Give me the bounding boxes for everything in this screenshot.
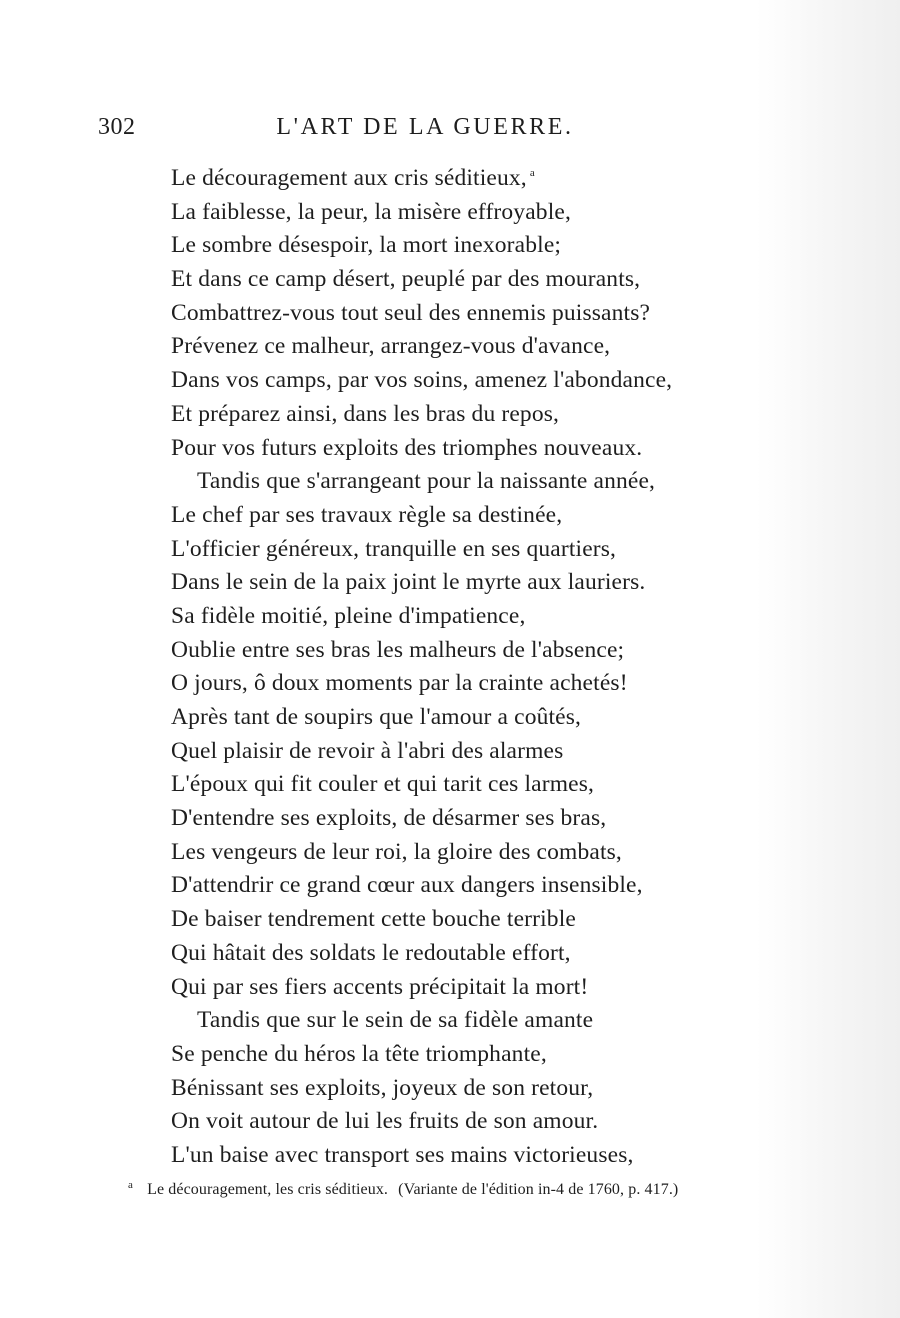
poem-line-text: Sa fidèle moitié, pleine d'impatience,: [171, 602, 526, 629]
poem-line: [171, 836, 811, 870]
poem-line: [171, 566, 811, 600]
poem-line: [171, 600, 811, 634]
poem-line: [171, 432, 811, 466]
poem-line: [171, 1105, 811, 1139]
poem-line-text: Tandis que s'arrangeant pour la naissante année,: [197, 468, 656, 495]
poem-line: [171, 263, 811, 297]
footnote: [128, 1181, 828, 1199]
poem-line: [171, 1139, 811, 1173]
poem-line: [171, 802, 811, 836]
poem-line: [171, 667, 811, 701]
poem-line-text: O jours, ô doux moments par la crainte achetés!: [171, 670, 628, 697]
poem-line: [171, 903, 811, 937]
poem-line: [171, 398, 811, 432]
poem-line-text: Dans le sein de la paix joint le myrte aux lauriers.: [171, 569, 646, 596]
poem-line-text: Et dans ce camp désert, peuplé par des mourants,: [171, 266, 641, 293]
poem-line-text: Qui par ses fiers accents précipitait la mort!: [171, 973, 589, 1000]
poem-line-text: Le découragement aux cris séditieux,: [171, 165, 527, 191]
footnote-marker: a: [128, 1179, 133, 1191]
poem-line-text: Dans vos camps, par vos soins, amenez l'abondance,: [171, 367, 673, 394]
poem-line-text: Pour vos futurs exploits des triomphes nouveaux.: [171, 434, 643, 461]
poem-line-text: Oublie entre ses bras les malheurs de l'absence;: [171, 636, 625, 663]
footnote-variant-note: (Variante de l'édition in-4 de 1760, p. 417.): [398, 1181, 679, 1198]
poem-line: [171, 330, 811, 364]
poem-line: [171, 768, 811, 802]
poem-line: [171, 465, 811, 499]
poem-line: [171, 297, 811, 331]
poem-line-text: On voit autour de lui les fruits de son amour.: [171, 1108, 599, 1135]
poem-line: [171, 1004, 811, 1038]
poem-line-text: Qui hâtait des soldats le redoutable effort,: [171, 939, 571, 966]
poem-line-text: Bénissant ses exploits, joyeux de son retour,: [171, 1074, 594, 1101]
poem-line: [171, 937, 811, 971]
poem-line-text: Après tant de soupirs que l'amour a coûtés,: [171, 704, 582, 730]
poem-line-text: D'attendrir ce grand cœur aux dangers insensible,: [171, 872, 643, 899]
poem-line-text: Le chef par ses travaux règle sa destinée,: [171, 501, 563, 528]
poem-line: [171, 634, 811, 668]
poem-line: [171, 971, 811, 1005]
page-header: [98, 114, 798, 150]
poem-line-text: Prévenez ce malheur, arrangez-vous d'avance,: [171, 333, 611, 360]
poem-line: [171, 162, 811, 196]
page-number: 302: [98, 114, 136, 140]
poem-line: [171, 499, 811, 533]
poem-line-text: L'époux qui fit couler et qui tarit ces larmes,: [171, 771, 595, 798]
footnote-reference: a: [529, 167, 535, 180]
poem-line-text: De baiser tendrement cette bouche terrible: [171, 906, 576, 933]
poem-line-text: Combattrez-vous tout seul des ennemis puissants?: [171, 299, 651, 326]
poem-line: [171, 701, 811, 735]
poem-line-text: Se penche du héros la tête triomphante,: [171, 1040, 547, 1067]
poem-line: [171, 735, 811, 769]
poem-line-text: L'officier généreux, tranquille en ses quartiers,: [171, 535, 617, 562]
poem-line: [171, 533, 811, 567]
poem-line-text: Quel plaisir de revoir à l'abri des alarmes: [171, 737, 564, 764]
poem-line: [171, 1038, 811, 1072]
poem-line: [171, 364, 811, 398]
footnote-text: Le découragement, les cris séditieux.: [147, 1181, 389, 1198]
poem-text: [171, 162, 811, 1173]
poem-line-text: Le sombre désespoir, la mort inexorable;: [171, 232, 562, 259]
poem-line-text: D'entendre ses exploits, de désarmer ses bras,: [171, 805, 607, 832]
poem-line-text: La faiblesse, la peur, la misère effroyable,: [171, 198, 571, 225]
running-title: L'ART DE LA GUERRE.: [276, 114, 574, 140]
poem-line: [171, 869, 811, 903]
poem-line: [171, 196, 811, 230]
poem-line-text: Et préparez ainsi, dans les bras du repos,: [171, 400, 560, 427]
poem-line-text: L'un baise avec transport ses mains victorieuses,: [171, 1141, 634, 1168]
poem-line-text: Tandis que sur le sein de sa fidèle amante: [197, 1007, 594, 1034]
poem-line: [171, 229, 811, 263]
poem-line-text: Les vengeurs de leur roi, la gloire des combats,: [171, 838, 622, 865]
poem-line: [171, 1072, 811, 1106]
